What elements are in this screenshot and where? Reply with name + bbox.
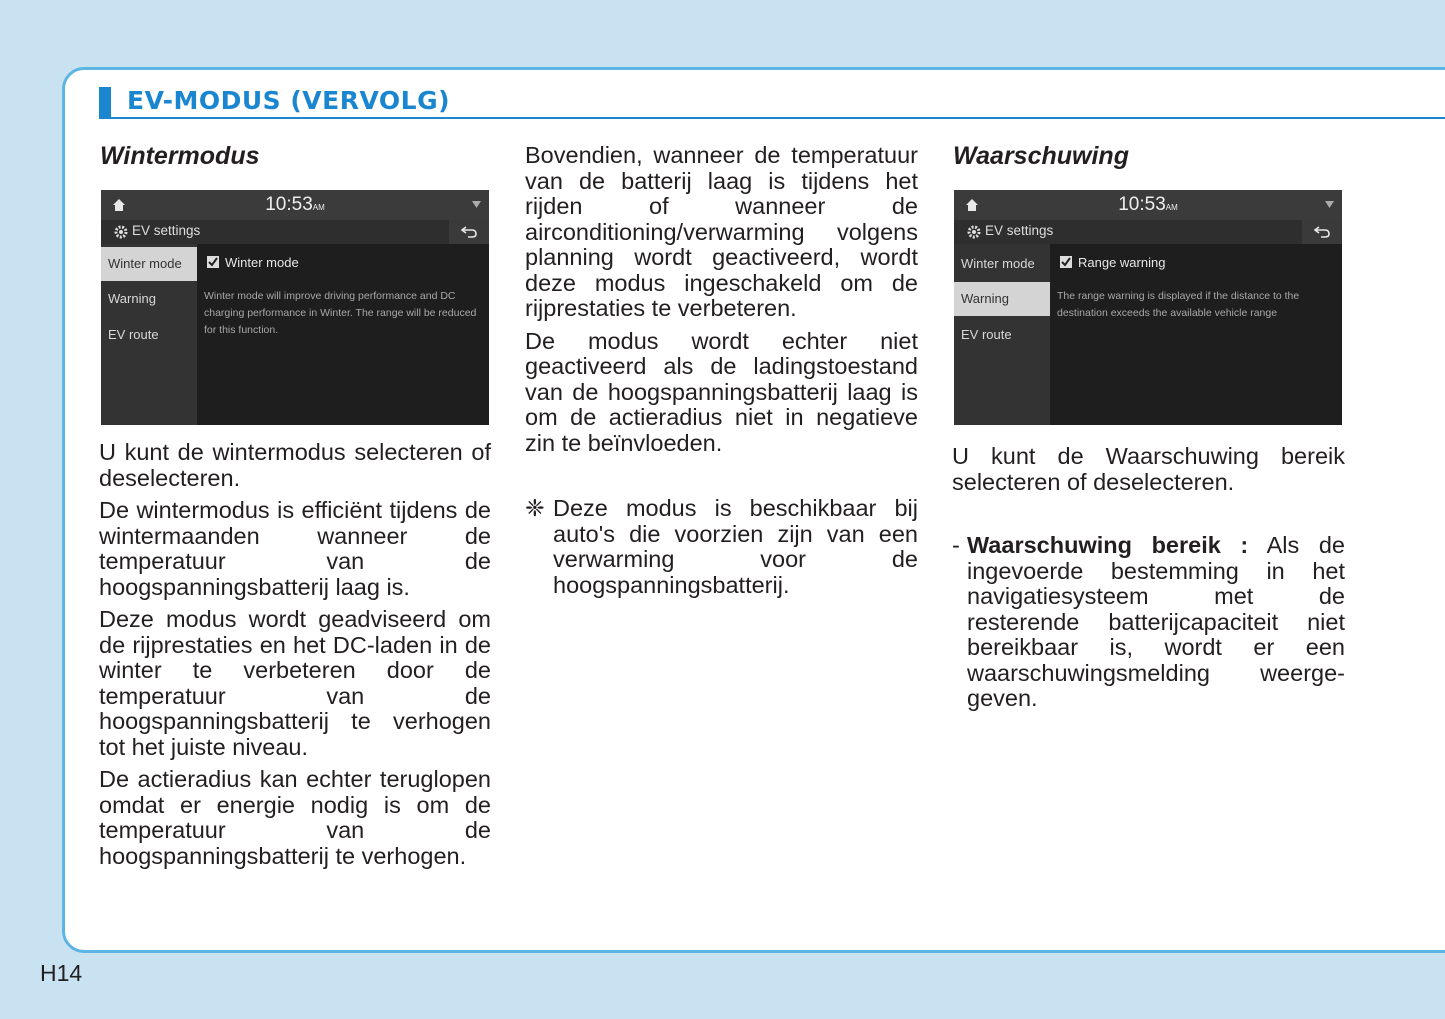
screen-status-bar: [954, 190, 1342, 220]
menu-item-ev-route[interactable]: EV route: [961, 327, 1012, 342]
note-symbol: ❈: [525, 495, 545, 521]
screen-main-area: [197, 244, 489, 425]
wintermodus-subtitle: Wintermodus: [100, 142, 260, 170]
paragraph: U kunt de wintermodus selecteren of deselecteren.: [99, 439, 491, 491]
screen-title-bar: [954, 220, 1342, 244]
note: [525, 496, 918, 598]
paragraph: De wintermodus is efficiënt tijdens de wintermaanden wanneer de temperatuur van de hoogspanningsbatterij laag is.: [99, 497, 491, 600]
winter-mode-description: Winter mode will improve driving performance and DC charging performance in Winter. The range will be reduced for this function.: [204, 290, 477, 336]
winter-mode-screen: [101, 190, 489, 425]
ev-settings-label: EV settings: [132, 223, 201, 238]
signal-icon: [1325, 200, 1334, 209]
screen-side-menu: [101, 244, 197, 425]
waarschuwing-subtitle: Waarschuwing: [953, 142, 1129, 170]
left-text: [99, 440, 491, 869]
right-column: [953, 142, 1345, 171]
bullet-description: Als de ingevoerde bestemming in het navigatiesysteem met de resterende batterijcapaciteit niet bereikbaar is, wordt er een waarschuwingsmelding weerge-geven.: [967, 532, 1345, 711]
menu-item-winter-mode[interactable]: Winter mode: [101, 247, 197, 281]
header-rule: [99, 117, 1445, 119]
paragraph: De actieradius kan echter teruglopen omdat er energie nodig is om de temperatuur van de hoogspanningsbatterij te verhogen.: [99, 766, 491, 869]
menu-item-ev-route[interactable]: EV route: [108, 327, 159, 342]
winter-mode-option-label: Winter mode: [225, 255, 299, 270]
left-column: [100, 142, 490, 171]
paragraph: Deze modus wordt geadviseerd om de rijprestaties en het DC-laden in de winter te verbeteren door de temperatuur van de hoogspanningsbatterij te verhogen tot het juiste niveau.: [99, 606, 491, 760]
menu-item-warning[interactable]: Warning: [108, 291, 156, 306]
note-text: Deze modus is beschikbaar bij auto's die voorzien zijn van een verwarming voor de hoogspanningsbatterij.: [553, 495, 918, 598]
bullet-text: [967, 533, 1345, 712]
back-icon: [461, 225, 477, 239]
bullet-item: [952, 533, 1345, 712]
gear-icon: [114, 225, 128, 239]
back-button[interactable]: [1302, 220, 1342, 244]
page-number: H14: [40, 960, 83, 986]
range-warning-checkbox[interactable]: [1060, 256, 1072, 268]
screen-main-area: [1050, 244, 1342, 425]
menu-item-warning[interactable]: Warning: [954, 282, 1050, 316]
middle-column: [525, 143, 918, 598]
paragraph: De modus wordt echter niet geactiveerd als de ladingstoestand van de hoogspanningsbatterij laag is om de actieradius niet in negatieve zin te beïnvloeden.: [525, 327, 918, 456]
back-icon: [1314, 225, 1330, 239]
checkmark-icon: [1061, 257, 1071, 267]
winter-mode-checkbox[interactable]: [207, 256, 219, 268]
signal-icon: [472, 200, 481, 209]
ev-settings-label: EV settings: [985, 223, 1054, 238]
paragraph: U kunt de Waarschuwing bereik selecteren of deselecteren.: [952, 443, 1345, 495]
range-warning-description: The range warning is displayed if the distance to the destination exceeds the available vehicle range: [1057, 290, 1300, 319]
menu-item-winter-mode[interactable]: Winter mode: [961, 256, 1035, 271]
screen-status-bar: [101, 190, 489, 220]
back-button[interactable]: [449, 220, 489, 244]
screen-clock: 10:53AM: [265, 194, 325, 215]
gear-icon: [967, 225, 981, 239]
checkmark-icon: [208, 257, 218, 267]
right-text: [952, 444, 1345, 712]
bullet-term: Waarschuwing bereik :: [967, 532, 1249, 558]
screen-side-menu: [954, 244, 1050, 425]
range-warning-option-label: Range warning: [1078, 255, 1166, 270]
screen-title-bar: [101, 220, 489, 244]
bullet-dash: -: [952, 532, 960, 558]
range-warning-screen: [954, 190, 1342, 425]
page-title: EV-MODUS (VERVOLG): [127, 86, 451, 115]
screen-clock: 10:53AM: [1118, 194, 1178, 215]
header-accent-bar: [99, 87, 111, 119]
paragraph: Bovendien, wanneer de temperatuur van de batterij laag is tijdens het rijden of wanneer de airconditioning/verwarming volgens planning wordt geactiveerd, wordt deze modus ingeschakeld om de rijprestaties te verbeteren.: [525, 142, 918, 321]
